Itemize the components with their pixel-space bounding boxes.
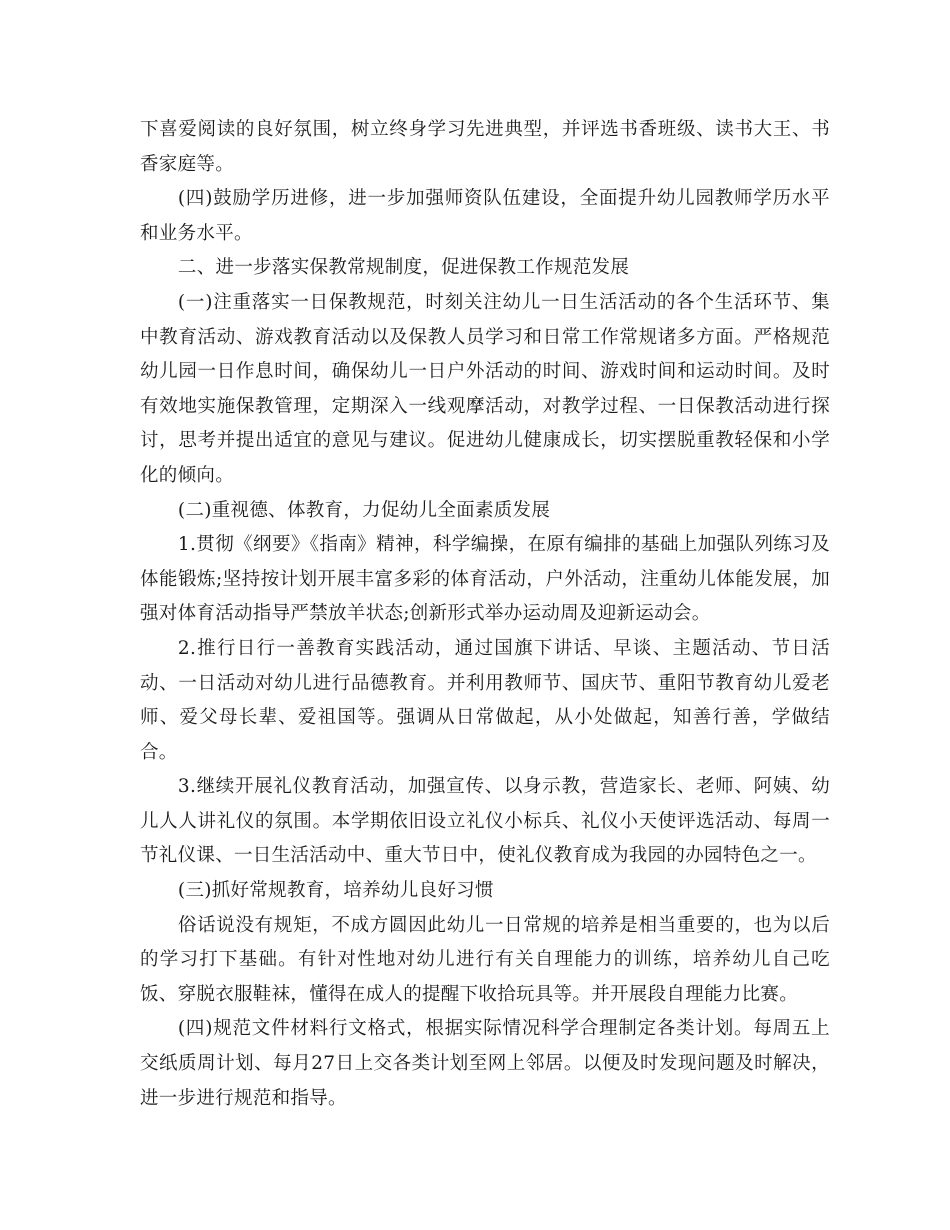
paragraph-point-2: 2.推行日行一善教育实践活动，通过国旗下讲话、早谈、主题活动、节日活动、一日活动对幼儿进行品德教育。并利用教师节、国庆节、重阳节教育幼儿爱老师、爱父母长辈、爱祖国等。强调从日常做起，从小处做起，知善行善，学做结合。 <box>140 637 830 763</box>
document-body <box>140 113 830 1116</box>
paragraph-continuation: 下喜爱阅读的良好氛围，树立终身学习先进典型，并评选书香班级、读书大王、书香家庭等。 <box>140 119 830 175</box>
paragraph-point-3: 3.继续开展礼仪教育活动，加强宣传、以身示教，营造家长、老师、阿姨、幼儿人人讲礼仪的氛围。本学期依旧设立礼仪小标兵、礼仪小天使评选活动、每周一节礼仪课、一日生活活动中、重大节日中，使礼仪教育成为我园的办园特色之一。 <box>140 776 830 867</box>
section-heading-2: 二、进一步落实保教常规制度，促进保教工作规范发展 <box>177 257 630 279</box>
paragraph-item-1-daily-norms: (一)注重落实一日保教规范，时刻关注幼儿一日生活活动的各个生活环节、集中教育活动、游戏教育活动以及保教人员学习和日常工作常规诸多方面。严格规范幼儿园一日作息时间，确保幼儿一日户外活动的时间、游戏时间和运动时间。及时有效地实施保教管理，定期深入一线观摩活动，对教学过程、一日保教活动进行探讨，思考并提出适宜的意见与建议。促进幼儿健康成长，切实摆脱重教轻保和小学化的倾向。 <box>140 291 830 486</box>
subheading-moral-physical: (二)重视德、体教育，力促幼儿全面素质发展 <box>177 499 551 521</box>
paragraph-routine-habits: 俗话说没有规矩，不成方圆因此幼儿一日常规的培养是相当重要的，也为以后的学习打下基础。有针对性地对幼儿进行有关自理能力的训练，培养幼儿自己吃饭、穿脱衣服鞋袜，懂得在成人的提醒下收拾玩具等。并开展段自理能力比赛。 <box>140 914 830 1005</box>
paragraph-item-4-education: (四)鼓励学历进修，进一步加强师资队伍建设，全面提升幼儿园教师学历水平和业务水平。 <box>140 188 830 244</box>
paragraph-item-4-documents: (四)规范文件材料行文格式，根据实际情况科学合理制定各类计划。每周五上交纸质周计划、每月27日上交各类计划至网上邻居。以便及时发现问题及时解决，进一步进行规范和指导。 <box>140 1018 830 1109</box>
subheading-routine-education: (三)抓好常规教育，培养幼儿良好习惯 <box>177 880 494 902</box>
paragraph-point-1: 1.贯彻《纲要》《指南》精神，科学编操，在原有编排的基础上加强队列练习及体能锻炼;坚持按计划开展丰富多彩的体育活动，户外活动，注重幼儿体能发展，加强对体育活动指导严禁放羊状态;创新形式举办运动周及迎新运动会。 <box>140 534 830 625</box>
